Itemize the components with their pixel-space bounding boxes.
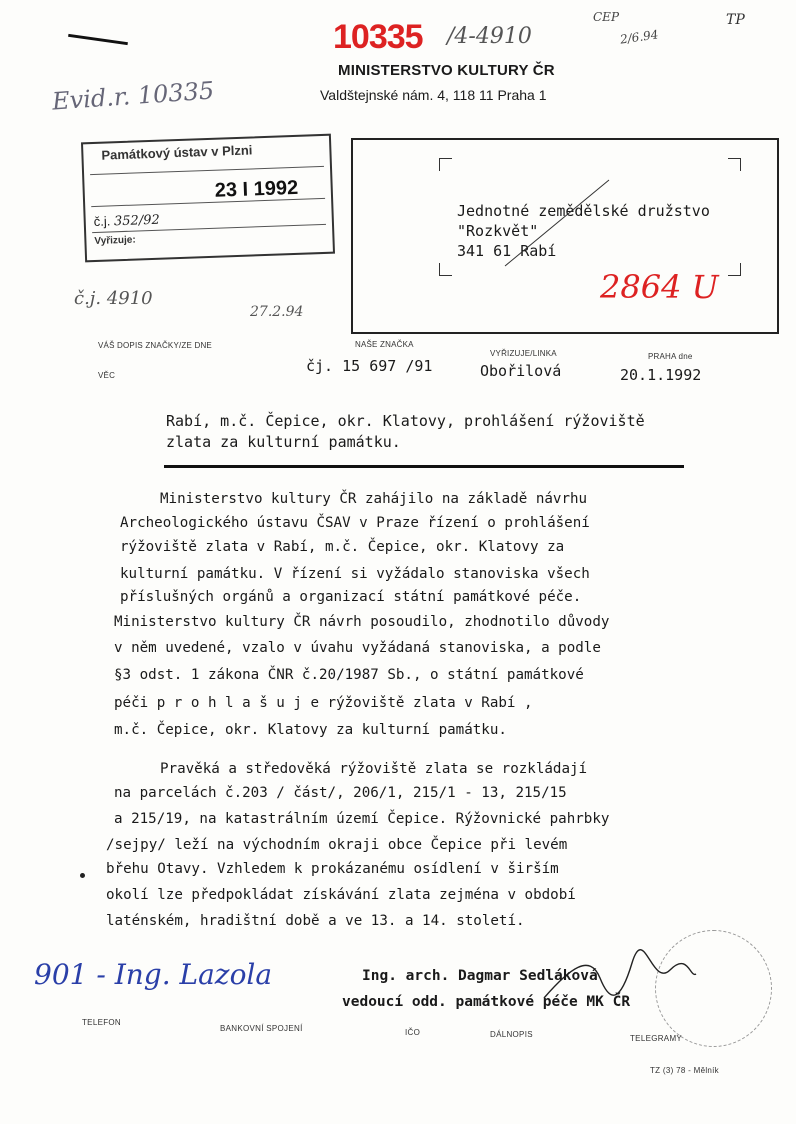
corner-tp-note: TP [726, 12, 745, 28]
body-line-declaration: péči p r o h l a š u j e rýžoviště zlata v Rabí , [114, 695, 533, 711]
footer-ico: IČO [405, 1028, 421, 1037]
body-line: a 215/19, na katastrálním území Čepice. Rýžovnické pahrbky [114, 811, 610, 827]
body-line: Ministerstvo kultury ČR návrh posoudilo, zhodnotilo důvody [114, 614, 610, 630]
footer-dalnopis: DÁLNOPIS [490, 1030, 533, 1039]
your-letter-label: VÁŠ DOPIS ZNAČKY/ZE DNE [98, 341, 212, 350]
pen-stroke-mark [68, 34, 128, 45]
handwritten-blue-note: 901 - Ing. Lazola [34, 958, 273, 991]
body-line: okolí lze předpokládat získávání zlata zejména v období [106, 887, 576, 903]
stamp-institution: Památkový ústav v Plzni [101, 142, 253, 163]
body-line: Pravěká a středověká rýžoviště zlata se rozkládají [160, 761, 588, 777]
our-ref-value: čj. 15 697 /91 [306, 357, 433, 375]
registration-number: 10335 [333, 18, 423, 56]
body-line: břehu Otavy. Vzhledem k prokázanému osídlení v širším [106, 861, 559, 877]
handwritten-cj: č.j. 4910 [74, 288, 153, 309]
body-line: /sejpy/ leží na východním okraji obce Čepice při levém [106, 837, 568, 853]
body-line: na parcelách č.203 / část/, 206/1, 215/1 - 13, 215/15 [114, 785, 567, 801]
handwritten-date: 27.2.94 [250, 304, 304, 320]
handwritten-red-number: 2864 U [600, 268, 719, 306]
letter-date: 20.1.1992 [620, 366, 702, 384]
body-line: Archeologického ústavu ČSAV v Praze řízení o prohlášení [120, 515, 590, 531]
strike-line [503, 178, 613, 268]
evidence-note: Evid.r. 10335 [51, 76, 215, 116]
registration-suffix: /4-4910 [447, 24, 532, 49]
ministry-address: Valdštejnské nám. 4, 118 11 Praha 1 [320, 87, 547, 103]
body-line: laténském, hradištní době a ve 13. a 14. století. [106, 913, 525, 929]
handled-by-value: Obořilová [480, 362, 562, 380]
signatory-title: vedoucí odd. památkové péče MK ČR [342, 994, 631, 1010]
recipient-line-3: 341 61 Rabí [457, 242, 557, 260]
footer-telefon: TELEFON [82, 1018, 121, 1027]
margin-dot [80, 873, 85, 878]
subject-line-1: Rabí, m.č. Čepice, okr. Klatovy, prohlášení rýžoviště [166, 412, 645, 430]
body-line: §3 odst. 1 zákona ČNR č.20/1987 Sb., o státní památkové [114, 667, 584, 683]
subject-line-2: zlata za kulturní památku. [166, 433, 401, 451]
footer-telegramy: TELEGRAMY [630, 1034, 683, 1043]
footer-bank: BANKOVNÍ SPOJENÍ [220, 1024, 303, 1033]
recipient-line-2: "Rozkvět" [457, 222, 539, 240]
stamp-handled-label: Vyřizuje: [94, 234, 136, 247]
stamp-reference [93, 212, 160, 230]
ministry-name: MINISTERSTVO KULTURY ČR [338, 62, 555, 79]
stamp-received-date: 23 I 1992 [214, 176, 299, 202]
corner-cep-note: CEP [593, 10, 620, 24]
body-line: m.č. Čepice, okr. Klatovy za kulturní památku. [114, 722, 507, 738]
received-stamp [81, 134, 335, 263]
body-line: Ministerstvo kultury ČR zahájilo na základě návrhu [160, 491, 588, 507]
corner-date-note: 2/6.94 [619, 27, 660, 47]
city-date-label: PRAHA dne [648, 352, 693, 361]
body-line: v něm uvedené, vzalo v úvahu vyžádaná stanoviska, a podle [114, 640, 601, 656]
stamp-cj-label: č.j. [93, 213, 111, 229]
signatory-name: Ing. arch. Dagmar Sedláková [362, 968, 598, 984]
body-line: příslušných orgánů a organizací státní památkové péče. [120, 589, 582, 605]
handled-by-label: VYŘIZUJE/LINKA [490, 349, 557, 358]
stamp-cj-value: 352/92 [113, 212, 161, 230]
body-line: kulturní památku. V řízení si vyžádalo stanoviska všech [120, 566, 590, 582]
body-line: rýžoviště zlata v Rabí, m.č. Čepice, okr. Klatovy za [120, 539, 565, 555]
footer-print-code: TZ (3) 78 - Mělník [650, 1066, 719, 1075]
subject-underline [164, 465, 684, 468]
recipient-line-1: Jednotné zemědělské družstvo [457, 202, 710, 220]
subject-label: VĚC [98, 371, 116, 380]
our-ref-label: NAŠE ZNAČKA [355, 340, 414, 349]
